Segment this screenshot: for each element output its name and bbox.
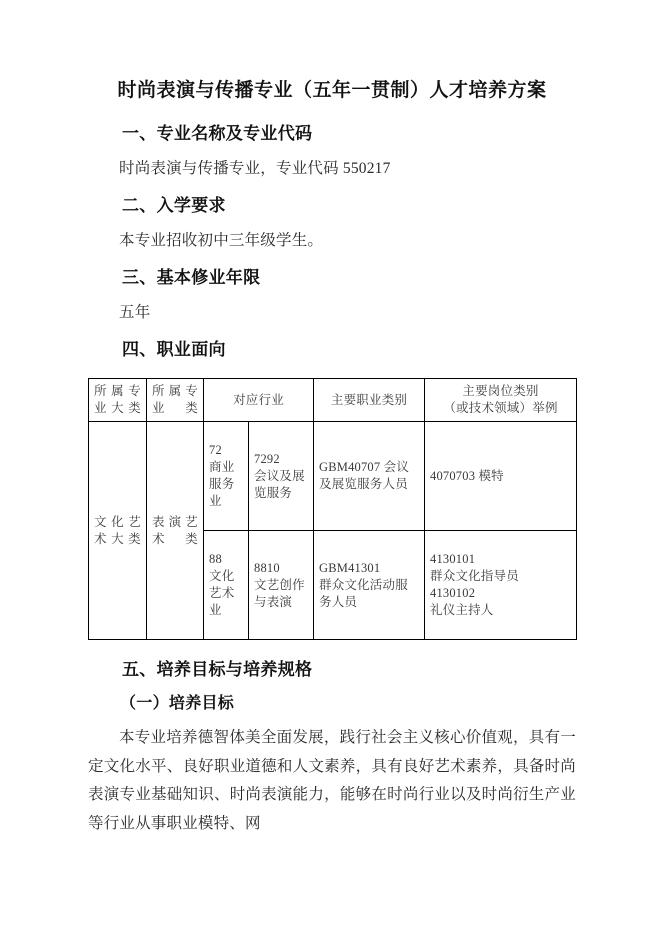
cell-posts-row2 — [425, 531, 577, 640]
header-post-category-line2: （或技术领域）举例 — [443, 401, 558, 415]
section-heading-5: 五、培养目标与培养规格 — [122, 660, 313, 679]
job-orientation-table-wrapper — [88, 378, 576, 640]
table-header-row — [89, 379, 577, 422]
cell-industry-code-row1 — [204, 422, 249, 531]
industry-sub-name-row1: 会议及展览服务 — [254, 468, 305, 500]
industry-code-row1: 72 — [209, 443, 222, 457]
document-content — [88, 0, 576, 838]
cell-industry-sub-row1 — [249, 422, 314, 531]
header-post-category-line1: 主要岗位类别 — [462, 384, 539, 398]
section-body-3: 五年 — [119, 304, 151, 321]
occupation-row2-line1: GBM41301 — [319, 560, 381, 575]
post-row2-1: 群众文化指导员 — [430, 569, 519, 583]
post-row2-0: 4130101 — [430, 552, 476, 566]
industry-sub-name-row2: 文艺创作与表演 — [254, 577, 305, 609]
industry-sub-code-row1: 7292 — [254, 451, 280, 466]
occupation-row2-line2: 群众文化活动服务人员 — [319, 577, 408, 609]
header-major-category-label: 所属专业大类 — [94, 384, 141, 415]
section-body-2: 本专业招收初中三年级学生。 — [119, 232, 324, 249]
cell-industry-sub-row2 — [249, 531, 314, 640]
subsection-heading-5-1: （一）培养目标 — [120, 695, 235, 712]
section-body-5: 本专业培养德智体美全面发展，践行社会主义核心价值观，具有一定文化水平、良好职业道德和人文素养，具有良好艺术素养，具备时尚表演专业基础知识、时尚表演能力，能够在时尚行业以及时尚衍生产业等行业从事职业模特、网 — [88, 729, 576, 832]
post-row2-2: 4130102 — [430, 586, 476, 600]
header-major-category — [89, 379, 147, 422]
document-title: 时尚表演与传播专业（五年一贯制）人才培养方案 — [117, 80, 547, 101]
table-row — [89, 422, 577, 531]
header-post-category — [425, 379, 577, 422]
industry-name-row1: 商业服务业 — [209, 460, 235, 508]
cell-industry-code-row2 — [204, 531, 249, 640]
cell-posts-row1 — [425, 422, 577, 531]
section-heading-4: 四、职业面向 — [122, 340, 226, 359]
cell-major-category: 文化艺术大类 — [89, 422, 147, 640]
header-major-class-label: 所属专业类 — [152, 384, 198, 415]
header-occupation-category — [314, 379, 425, 422]
industry-code-row2: 88 — [209, 552, 222, 566]
post-row2-3: 礼仪主持人 — [430, 603, 494, 617]
header-occupation-category-label: 主要职业类别 — [330, 392, 408, 407]
section-body-1: 时尚表演与传播专业，专业代码 550217 — [119, 160, 391, 177]
industry-name-row2: 文化艺术业 — [209, 569, 235, 617]
post-row1-0: 4070703 模特 — [430, 468, 504, 483]
section-heading-1: 一、专业名称及专业代码 — [122, 124, 313, 143]
header-industry-label: 对应行业 — [233, 392, 284, 407]
job-orientation-table — [88, 378, 577, 640]
cell-major-class: 表演艺术类 — [147, 422, 204, 640]
cell-occupation-row1: GBM40707 会议及展览服务人员 — [314, 422, 425, 531]
header-industry — [204, 379, 314, 422]
header-major-class — [147, 379, 204, 422]
industry-sub-code-row2: 8810 — [254, 560, 280, 575]
cell-occupation-row2 — [314, 531, 425, 640]
section-heading-3: 三、基本修业年限 — [122, 268, 261, 287]
section-heading-2: 二、入学要求 — [122, 196, 226, 215]
